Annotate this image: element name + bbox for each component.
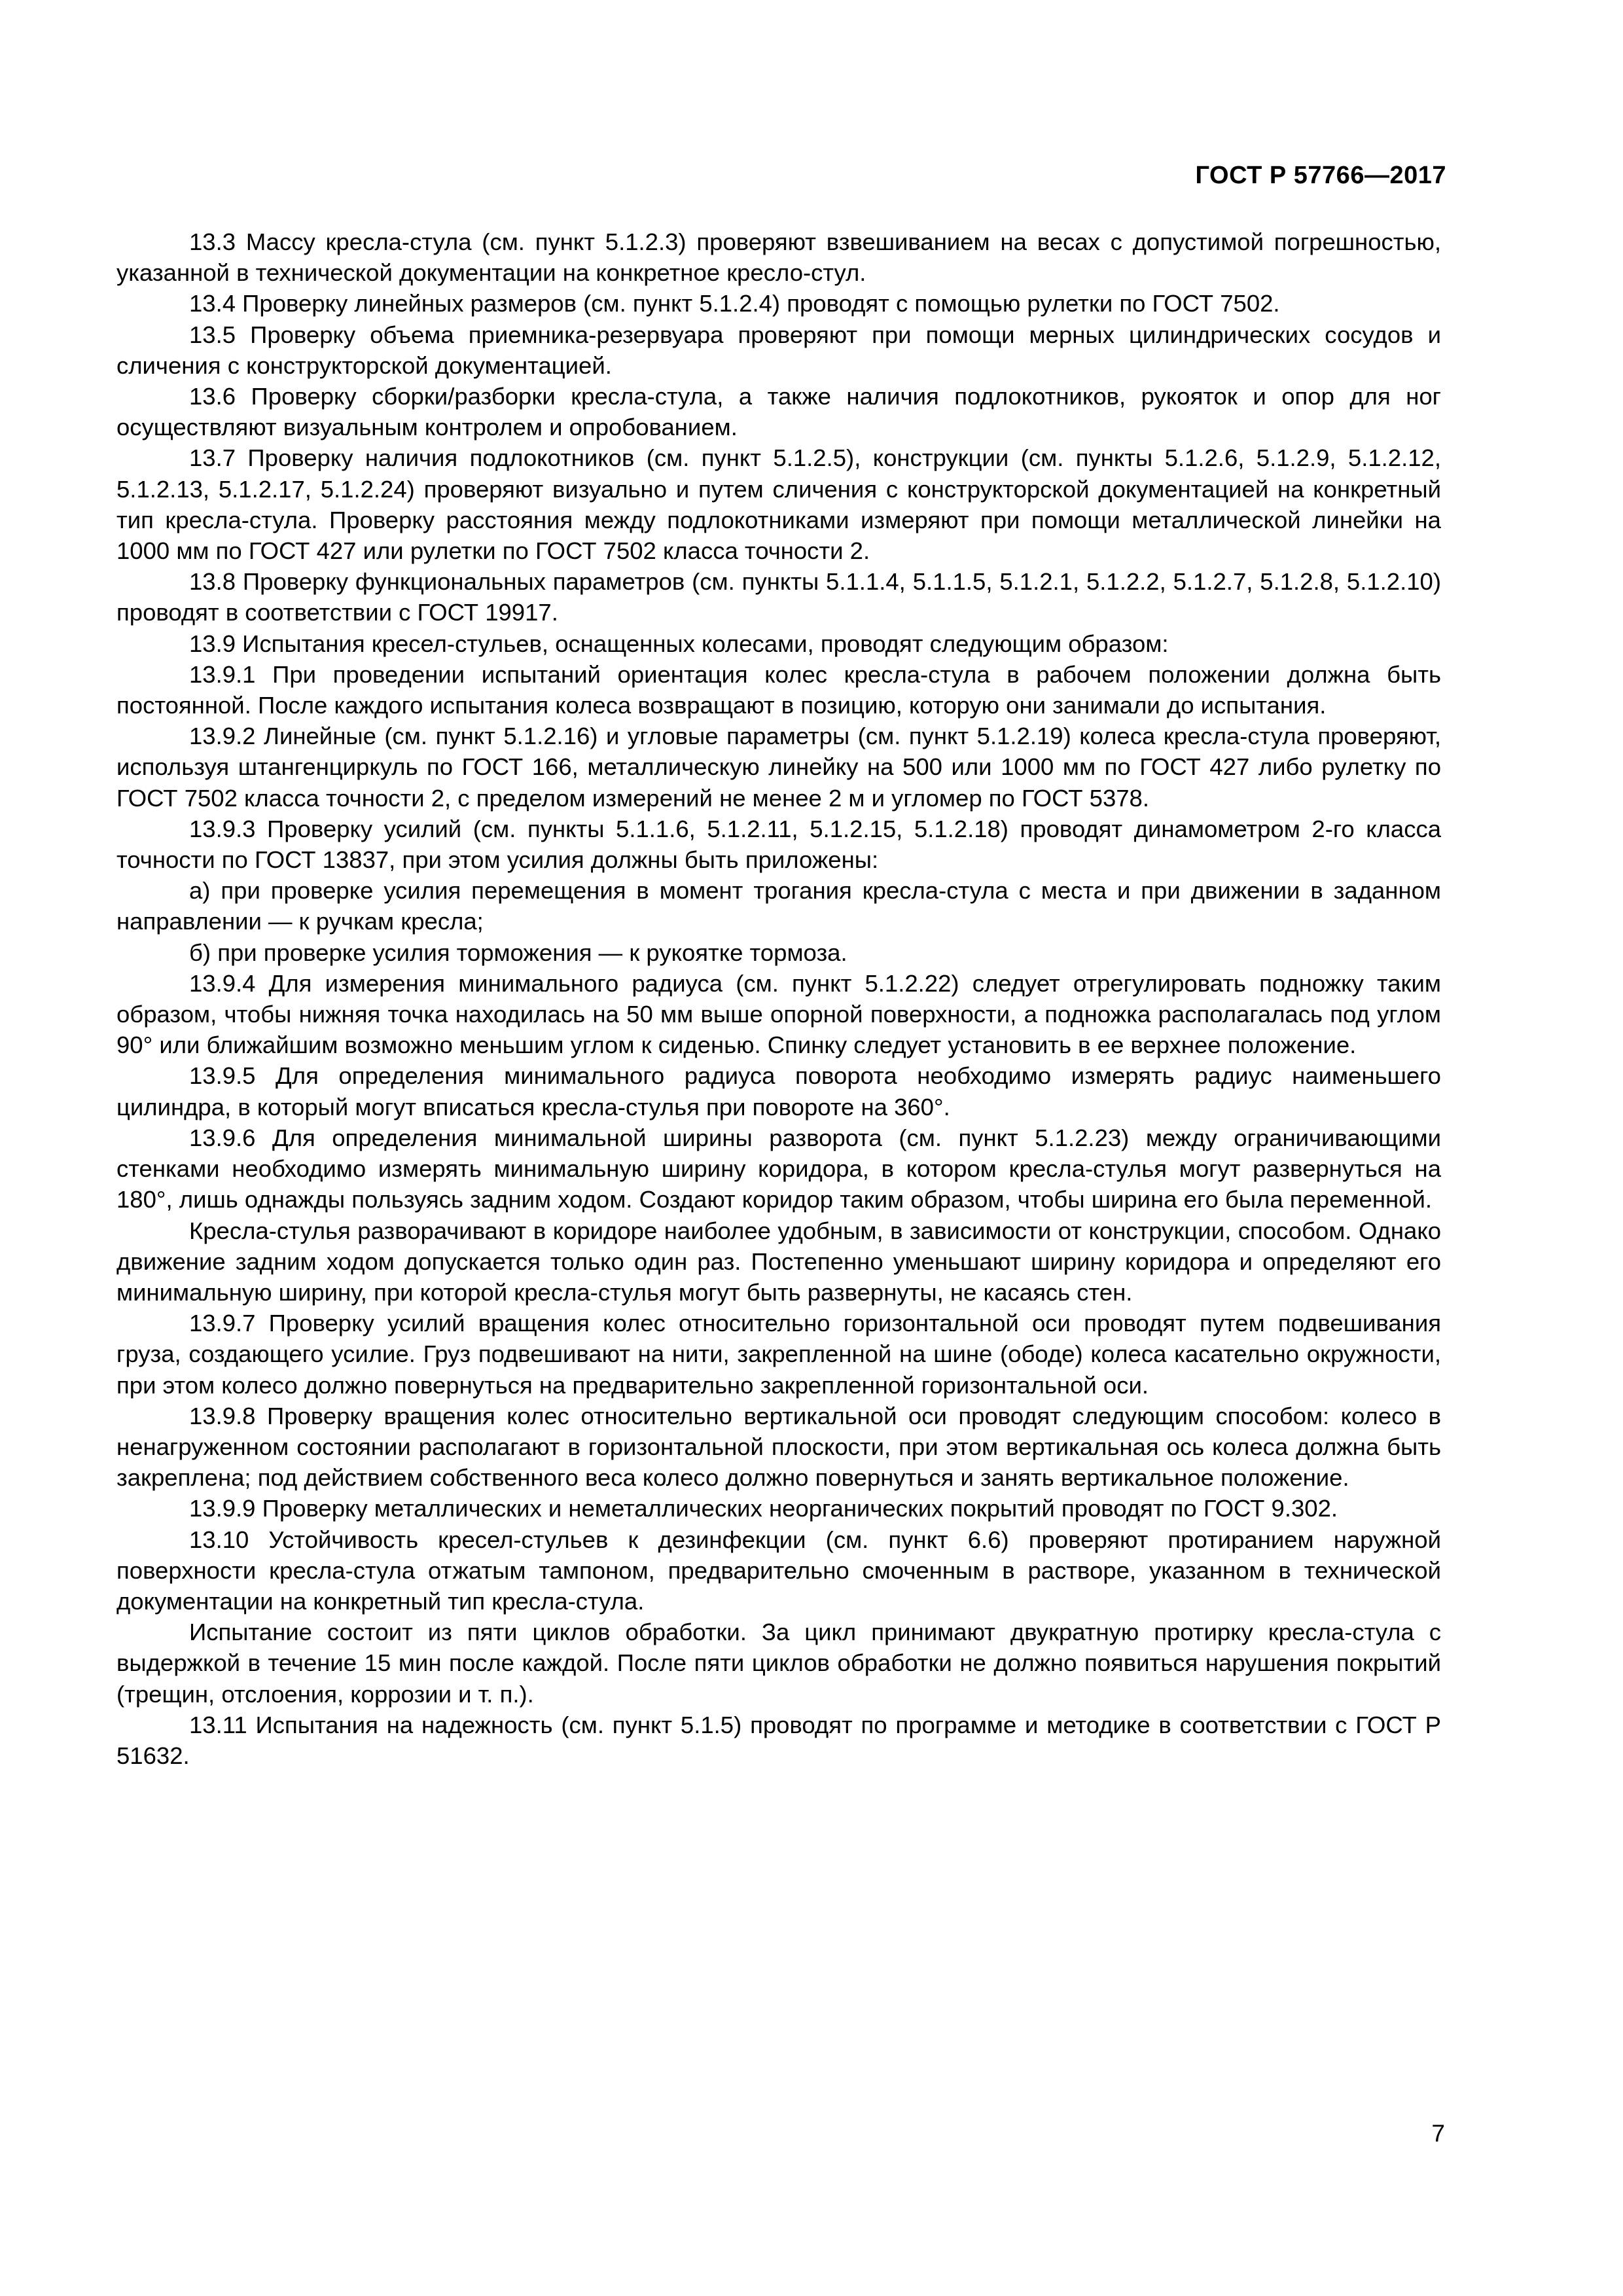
paragraph-13-9-6-cont: Кресла-стулья разворачивают в коридоре наиболее удобным, в зависимости от конструкции, способом. Однако движение задним ходом допускается только один раз. Постепенно уменьшают ширину коридора и определяют его минимальную ширину, при которой кресла-стулья могут быть развернуты, не касаясь стен. [116,1217,1441,1306]
standard-designation: ГОСТ Р 57766—2017 [1195,162,1446,189]
paragraph-13-9-5: 13.9.5 Для определения минимального радиуса поворота необходимо измерять радиус наименьшего цилиндра, в который могут вписаться кресла-стулья при повороте на 360°. [116,1062,1441,1121]
paragraph-13-11: 13.11 Испытания на надежность (см. пункт 5.1.5) проводят по программе и методике в соответствии с ГОСТ Р 51632. [116,1711,1441,1769]
paragraph-13-10-cont: Испытание состоит из пяти циклов обработки. За цикл принимают двукратную протирку кресла-стула с выдержкой в течение 15 мин после каждой. После пяти циклов обработки не должно появиться нарушения покрытий (трещин, отслоения, коррозии и т. п.). [116,1619,1441,1708]
paragraph-13-8: 13.8 Проверку функциональных параметров (см. пункты 5.1.1.4, 5.1.1.5, 5.1.2.1, 5.1.2.2, 5.1.2.7, 5.1.2.8, 5.1.2.10) проводят в соответствии с ГОСТ 19917. [116,568,1441,626]
list-item-a: а) при проверке усилия перемещения в момент трогания кресла-стула с места и при движении в заданном направлении — к ручкам кресла; [116,877,1441,935]
paragraph-13-9-2: 13.9.2 Линейные (см. пункт 5.1.2.16) и угловые параметры (см. пункт 5.1.2.19) колеса кресла-стула проверяют, используя штангенциркуль по ГОСТ 166, металлическую линейку на 500 или 1000 мм по ГОСТ 427 либо рулетку по ГОСТ 7502 класса точности 2, с пределом измерений не менее 2 м и угломер по ГОСТ 5378. [116,723,1441,812]
page-number: 7 [1431,2120,1445,2147]
paragraph-13-9: 13.9 Испытания кресел-стульев, оснащенных колесами, проводят следующим образом: [189,630,1169,657]
paragraph-13-6: 13.6 Проверку сборки/разборки кресла-стула, а также наличия подлокотников, рукояток и опор для ног осуществляют визуальным контролем и опробованием. [116,383,1441,441]
paragraph-13-9-7: 13.9.7 Проверку усилий вращения колес относительно горизонтальной оси проводят путем подвешивания груза, создающего усилие. Груз подвешивают на нити, закрепленной на шине (ободе) колеса касательно окружности, при этом колесо должно повернуться на предварительно закрепленной горизонтальной оси. [116,1310,1441,1399]
paragraph-13-4: 13.4 Проверку линейных размеров (см. пункт 5.1.2.4) проводят с помощью рулетки по ГОСТ 7502. [189,290,1280,317]
paragraph-13-9-6: 13.9.6 Для определения минимальной ширины разворота (см. пункт 5.1.2.23) между ограничивающими стенками необходимо измерять минимальную ширину коридора, в котором кресла-стулья могут развернуться на 180°, лишь однажды пользуясь задним ходом. Создают коридор таким образом, чтобы ширина его была переменной. [116,1124,1441,1213]
paragraph-13-9-8: 13.9.8 Проверку вращения колес относительно вертикальной оси проводят следующим способом: колесо в ненагруженном состоянии располагают в горизонтальной плоскости, при этом вертикальная ось колеса должна быть закреплена; под действием собственного веса колесо должно повернуться и занять вертикальное положение. [116,1402,1441,1492]
paragraph-13-7: 13.7 Проверку наличия подлокотников (см. пункт 5.1.2.5), конструкции (см. пункты 5.1.2.6, 5.1.2.9, 5.1.2.12, 5.1.2.13, 5.1.2.17, 5.1.2.24) проверяют визуально и путем сличения с конструкторской документацией на конкретный тип кресла-стула. Проверку расстояния между подлокотниками измеряют при помощи металлической линейки на 1000 мм по ГОСТ 427 или рулетки по ГОСТ 7502 класса точности 2. [116,444,1441,565]
paragraph-13-9-4: 13.9.4 Для измерения минимального радиуса (см. пункт 5.1.2.22) следует отрегулировать подножку таким образом, чтобы нижняя точка находилась на 50 мм выше опорной поверхности, а подножка располагалась под углом 90° или ближайшим возможно меньшим углом к сиденью. Спинку следует установить в ее верхнее положение. [116,969,1441,1059]
paragraph-13-9-3: 13.9.3 Проверку усилий (см. пункты 5.1.1.6, 5.1.2.11, 5.1.2.15, 5.1.2.18) проводят динамометром 2-го класса точности по ГОСТ 13837, при этом усилия должны быть приложены: [116,815,1441,874]
document-body [116,226,1441,1771]
paragraph-13-10: 13.10 Устойчивость кресел-стульев к дезинфекции (см. пункт 6.6) проверяют протиранием наружной поверхности кресла-стула отжатым тампоном, предварительно смоченным в растворе, указанном в технической документации на конкретный тип кресла-стула. [116,1526,1441,1615]
paragraph-13-5: 13.5 Проверку объема приемника-резервуара проверяют при помощи мерных цилиндрических сосудов и сличения с конструкторской документацией. [116,321,1441,379]
list-item-b: б) при проверке усилия торможения — к рукоятке тормоза. [189,939,847,966]
paragraph-13-3: 13.3 Массу кресла-стула (см. пункт 5.1.2.3) проверяют взвешиванием на весах с допустимой погрешностью, указанной в технической документации на конкретное кресло-стул. [116,228,1441,287]
paragraph-13-9-9: 13.9.9 Проверку металлических и неметаллических неорганических покрытий проводят по ГОСТ 9.302. [189,1495,1338,1522]
paragraph-13-9-1: 13.9.1 При проведении испытаний ориентация колес кресла-стула в рабочем положении должна быть постоянной. После каждого испытания колеса возвращают в позицию, которую они занимали до испытания. [116,660,1441,719]
